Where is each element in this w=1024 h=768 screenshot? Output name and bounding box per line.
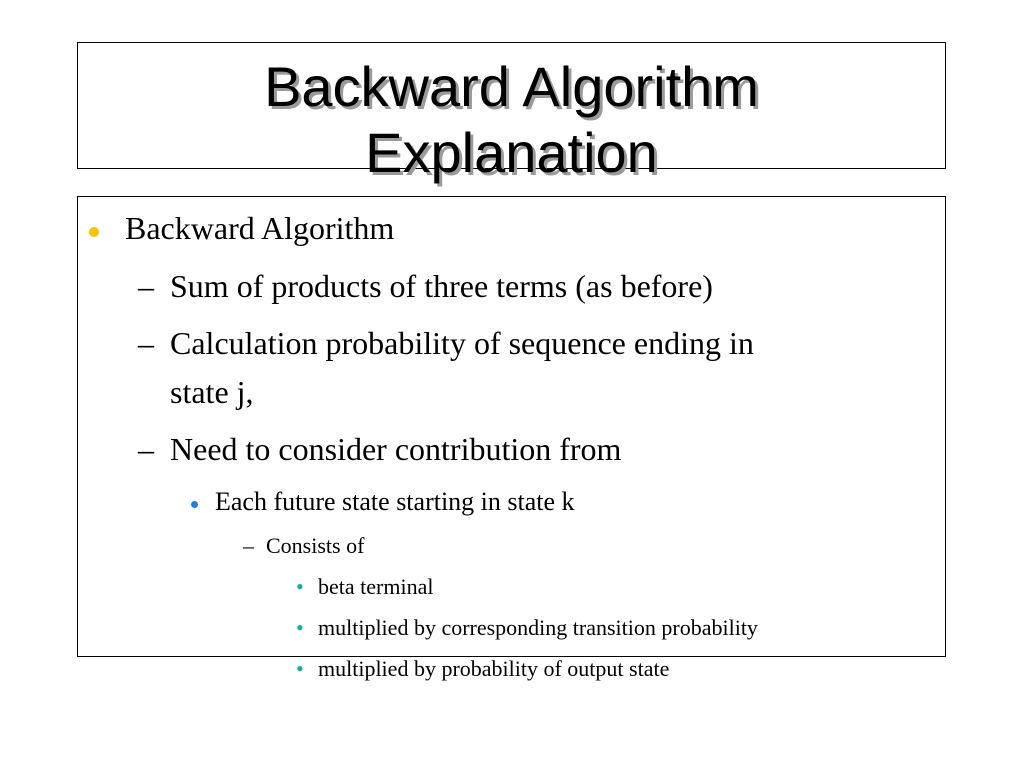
teal-dot-icon: • bbox=[296, 656, 304, 681]
bullet-dash: – bbox=[138, 325, 154, 361]
teal-dot-icon: • bbox=[296, 615, 304, 640]
bullet-dash: – bbox=[138, 431, 154, 467]
slide-title-line-2: Explanation bbox=[365, 121, 658, 184]
bullet-level5-text-3: multiplied by probability of output state bbox=[318, 656, 670, 681]
slide-title-line-1: Backward Algorithm bbox=[264, 55, 759, 118]
yellow-dot-icon bbox=[89, 227, 99, 237]
bullet-level5-text-1: beta terminal bbox=[318, 574, 434, 599]
blue-dot-icon bbox=[191, 501, 198, 508]
bullet-dash: – bbox=[243, 533, 254, 558]
content-frame bbox=[77, 196, 946, 657]
bullet-level2-text-1: Sum of products of three terms (as before) bbox=[170, 268, 713, 304]
bullet-level5-text-2: multiplied by corresponding transition probability bbox=[318, 615, 758, 640]
bullet-level2-text-2b: state j, bbox=[170, 374, 254, 410]
bullet-level2-text-2a: Calculation probability of sequence ending in bbox=[170, 325, 754, 361]
bullet-level2-text-3: Need to consider contribution from bbox=[170, 431, 622, 467]
bullet-level3-text: Each future state starting in state k bbox=[215, 487, 575, 516]
teal-dot-icon: • bbox=[296, 574, 304, 599]
bullet-dash: – bbox=[138, 268, 154, 304]
bullet-level1-text: Backward Algorithm bbox=[125, 210, 395, 246]
bullet-level4-text: Consists of bbox=[266, 533, 365, 558]
slide-title bbox=[77, 54, 946, 186]
